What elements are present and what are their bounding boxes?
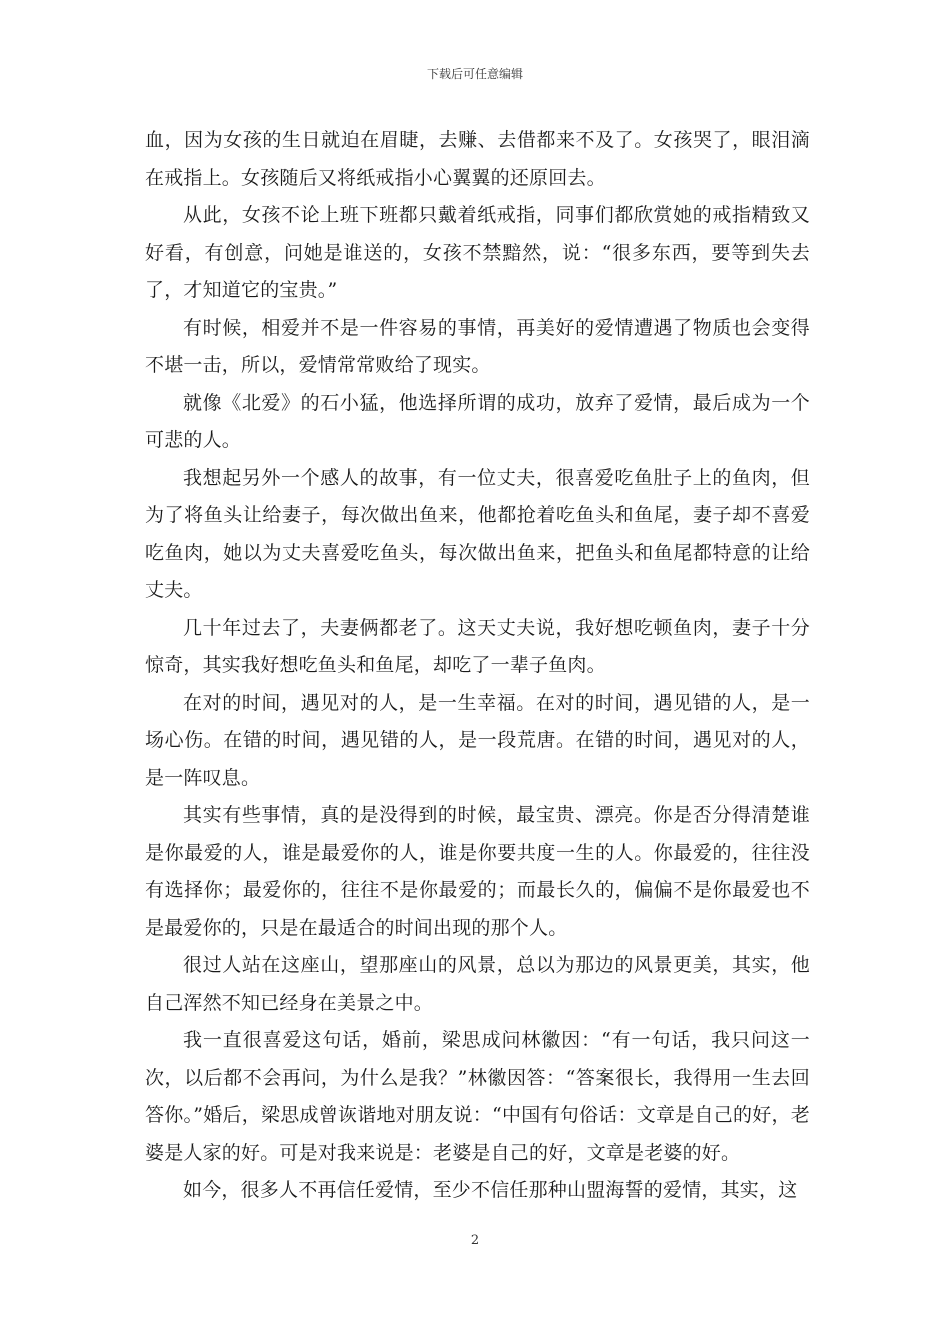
paragraph: 有时候，相爱并不是一件容易的事情，再美好的爱情遭遇了物质也会变得不堪一击，所以，爱情常常败给了现实。 xyxy=(145,316,810,376)
paragraph: 就像《北爱》的石小猛，他选择所谓的成功，放弃了爱情，最后成为一个可悲的人。 xyxy=(145,391,810,451)
paragraph-continued: 血，因为女孩的生日就迫在眉睫，去赚、去借都来不及了。女孩哭了，眼泪滴在戒指上。女孩随后又将纸戒指小心翼翼的还原回去。 xyxy=(145,129,810,189)
paragraph: 我一直很喜爱这句话，婚前，梁思成问林徽因：“有一句话，我只问这一次，以后都不会再问，为什么是我？”林徽因答：“答案很长，我得用一生去回答你。”婚后，梁思成曾诙谐地对朋友说：“中国有句俗话：文章是自己的好，老婆是人家的好。可是对我来说是：老婆是自己的好，文章是老婆的好。 xyxy=(145,1029,810,1164)
paragraph: 我想起另外一个感人的故事，有一位丈夫，很喜爱吃鱼肚子上的鱼肉，但为了将鱼头让给妻子，每次做出鱼来，他都抢着吃鱼头和鱼尾，妻子却不喜爱吃鱼肉，她以为丈夫喜爱吃鱼头，每次做出鱼来，把鱼头和鱼尾都特意的让给丈夫。 xyxy=(145,466,810,601)
paragraph: 很过人站在这座山，望那座山的风景，总以为那边的风景更美，其实，他自己浑然不知已经身在美景之中。 xyxy=(145,954,810,1014)
paragraph: 如今，很多人不再信任爱情，至少不信任那种山盟海誓的爱情，其实，这 xyxy=(183,1179,798,1201)
paragraph: 从此，女孩不论上班下班都只戴着纸戒指，同事们都欣赏她的戒指精致又好看，有创意，问她是谁送的，女孩不禁黯然，说：“很多东西，要等到失去了，才知道它的宝贵。” xyxy=(145,204,810,301)
page-header: 下载后可任意编辑 xyxy=(426,67,523,81)
document-body xyxy=(145,122,810,1210)
paragraph: 在对的时间，遇见对的人，是一生幸福。在对的时间，遇见错的人，是一场心伤。在错的时间，遇见错的人，是一段荒唐。在错的时间，遇见对的人，是一阵叹息。 xyxy=(145,691,810,789)
page-number: 2 xyxy=(470,1233,480,1248)
paragraph: 其实有些事情，真的是没得到的时候，最宝贵、漂亮。你是否分得清楚谁是你最爱的人，谁是最爱你的人，谁是你要共度一生的人。你最爱的，往往没有选择你；最爱你的，往往不是你最爱的；而最长久的，偏偏不是你最爱也不是最爱你的，只是在最适合的时间出现的那个人。 xyxy=(145,804,810,939)
paragraph: 几十年过去了，夫妻俩都老了。这天丈夫说，我好想吃顿鱼肉，妻子十分惊奇，其实我好想吃鱼头和鱼尾，却吃了一辈子鱼肉。 xyxy=(145,616,810,676)
